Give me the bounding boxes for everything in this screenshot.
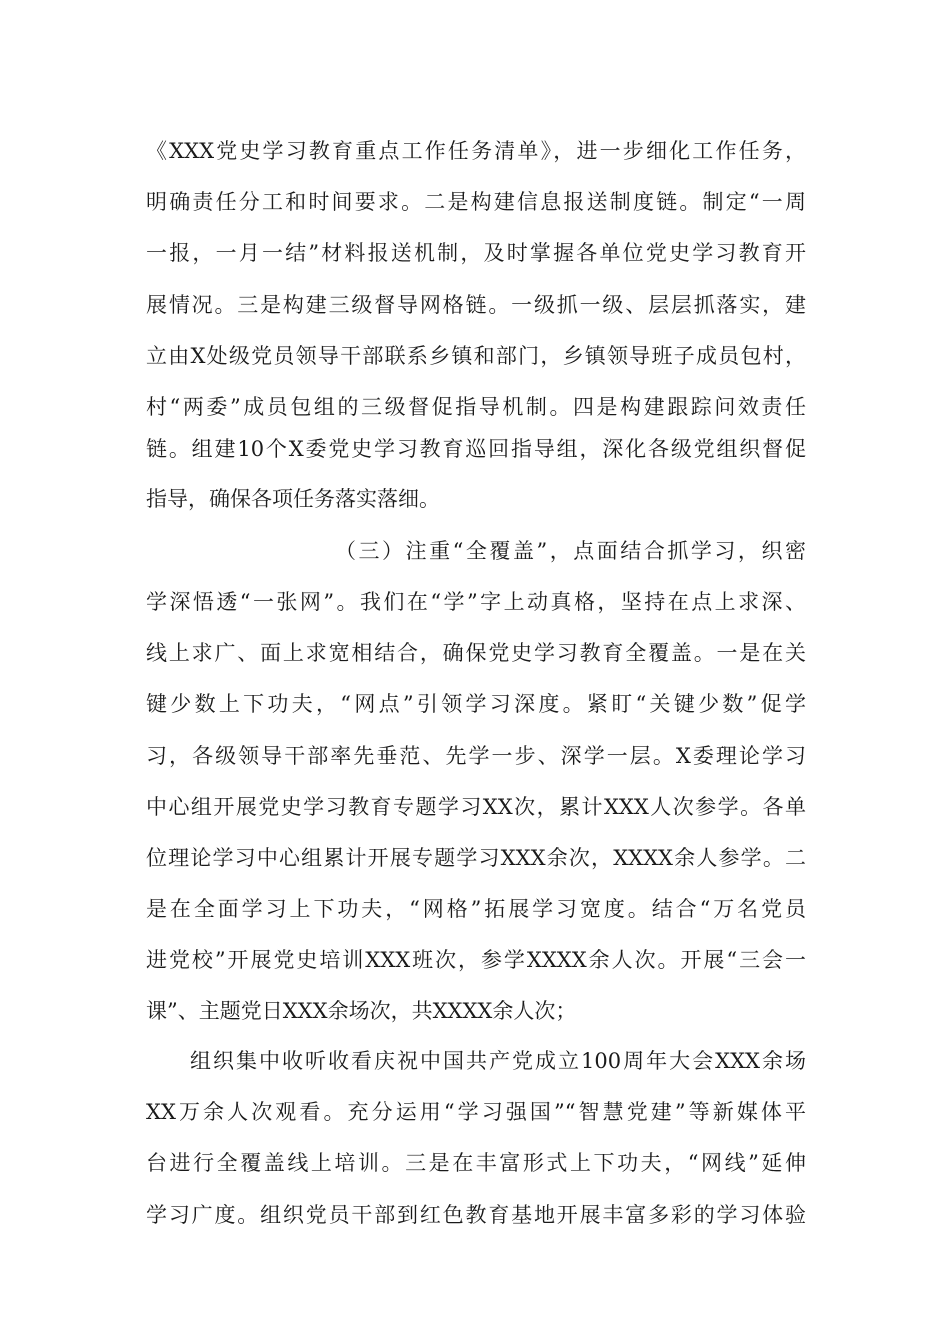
text-line-15: 位理论学习中心组累计开展专题学习XXX余次，XXXX余人参学。二 bbox=[146, 846, 806, 870]
text-line-18: 课”、主题党日XXX余场次，共XXXX余人次； bbox=[146, 999, 577, 1023]
text-line-19: 组织集中收听收看庆祝中国共产党成立100周年大会XXX余场 bbox=[190, 1049, 806, 1073]
text-line-22: 学习广度。组织党员干部到红色教育基地开展丰富多彩的学习体验 bbox=[146, 1203, 806, 1227]
text-line-11: 线上求广、面上求宽相结合，确保党史学习教育全覆盖。一是在关 bbox=[146, 641, 806, 665]
text-line-3: 一报，一月一结”材料报送机制，及时掌握各单位党史学习教育开 bbox=[146, 241, 806, 265]
text-line-5: 立由X处级党员领导干部联系乡镇和部门，乡镇领导班子成员包村， bbox=[146, 344, 806, 368]
text-line-7: 链。组建10个X委党史学习教育巡回指导组，深化各级党组织督促 bbox=[146, 437, 806, 461]
text-line-21: 台进行全覆盖线上培训。三是在丰富形式上下功夫，“网线”延伸 bbox=[146, 1151, 806, 1175]
text-line-8: 指导，确保各项任务落实落细。 bbox=[146, 487, 440, 511]
text-line-6: 村“两委”成员包组的三级督促指导机制。四是构建跟踪问效责任 bbox=[146, 395, 806, 419]
text-line-12: 键少数上下功夫，“网点”引领学习深度。紧盯“关键少数”促学 bbox=[146, 692, 806, 716]
text-line-20: XX万余人次观看。充分运用“学习强国”“智慧党建”等新媒体平 bbox=[146, 1100, 806, 1124]
text-line-4: 展情况。三是构建三级督导网格链。一级抓一级、层层抓落实，建 bbox=[146, 293, 806, 317]
text-line-10: 学深悟透“一张网”。我们在“学”字上动真格，坚持在点上求深、 bbox=[146, 590, 806, 614]
text-line-2: 明确责任分工和时间要求。二是构建信息报送制度链。制定“一周 bbox=[146, 190, 806, 214]
text-line-1: 《XXX党史学习教育重点工作任务清单》，进一步细化工作任务， bbox=[146, 139, 806, 163]
section-heading: （三）注重“全覆盖”，点面结合抓学习，织密 bbox=[335, 539, 806, 563]
text-line-14: 中心组开展党史学习教育专题学习XX次，累计XXX人次参学。各单 bbox=[146, 795, 806, 819]
text-line-13: 习，各级领导干部率先垂范、先学一步、深学一层。X委理论学习 bbox=[146, 744, 806, 768]
text-line-16: 是在全面学习上下功夫，“网格”拓展学习宽度。结合“万名党员 bbox=[146, 897, 806, 921]
text-line-17: 进党校”开展党史培训XXX班次，参学XXXX余人次。开展“三会一 bbox=[146, 948, 806, 972]
